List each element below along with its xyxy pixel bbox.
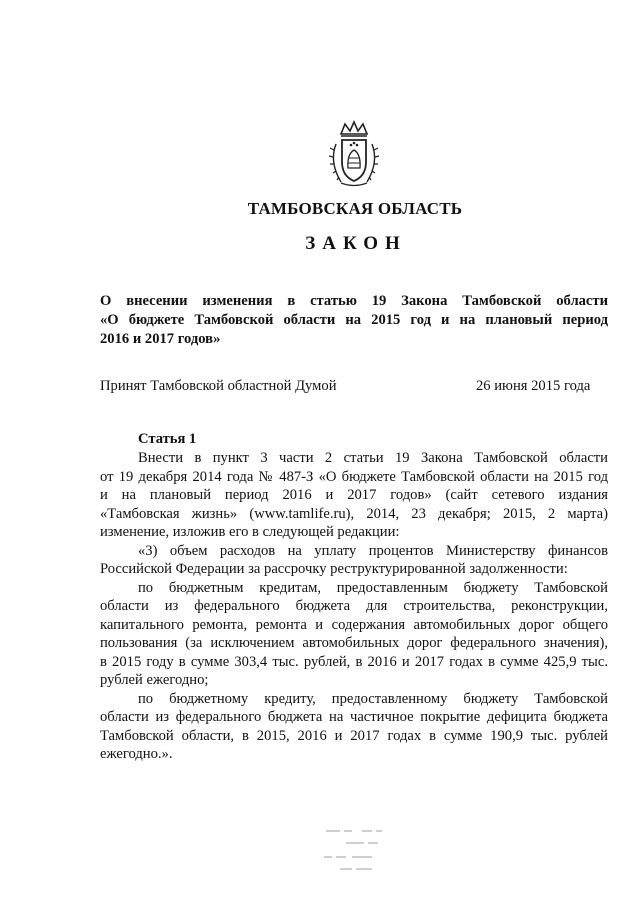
body-line: и на плановый период 2016 и 2017 годов» (сайт сетевого издания [100, 487, 608, 503]
article-heading: Статья 1 [138, 431, 197, 447]
article-body [100, 449, 608, 764]
law-title-line: О внесении изменения в статью 19 Закона Тамбовской области [100, 293, 608, 309]
adopted-by: Принят Тамбовской областной Думой [100, 378, 337, 394]
body-line: по бюджетному кредиту, предоставленному бюджету Тамбовской [138, 690, 608, 707]
body-line: области из федерального бюджета для строительства, реконструкции, [100, 598, 608, 614]
body-line: по бюджетным кредитам, предоставленным бюджету Тамбовской [138, 579, 608, 596]
law-title [100, 292, 608, 349]
faint-stamp-mark [322, 826, 402, 882]
coat-of-arms-emblem [327, 120, 381, 190]
law-title-line: 2016 и 2017 годов» [100, 331, 221, 347]
body-line: ежегодно.». [100, 746, 173, 762]
region-title: ТАМБОВСКАЯ ОБЛАСТЬ [247, 199, 463, 218]
body-line: капитального ремонта, ремонта и содержания автомобильных дорог общего [100, 616, 608, 633]
body-line: Тамбовской области, в 2015, 2016 и 2017 годах в сумме 190,9 тыс. рублей [100, 727, 608, 744]
law-title-line: «О бюджете Тамбовской области на 2015 год и на плановый период [100, 312, 608, 328]
body-line: «Тамбовская жизнь» (www.tamlife.ru), 2014, 23 декабря; 2015, 2 марта) [100, 505, 608, 522]
body-line: «3) объем расходов на уплату процентов Министерству финансов [138, 542, 608, 559]
document-type-heading: ЗАКОН [305, 233, 407, 254]
adoption-date: 26 июня 2015 года [476, 378, 591, 394]
body-line: в 2015 году в сумме 303,4 тыс. рублей, в 2016 и 2017 годах в сумме 425,9 тыс. [100, 653, 608, 670]
body-line: пользования (за исключением автомобильных дорог федерального значения), [100, 635, 608, 651]
body-line: изменение, изложив его в следующей редакции: [100, 524, 400, 540]
body-line: области из федерального бюджета на частичное покрытие дефицита бюджета [100, 709, 608, 725]
body-line: Российской Федерации за рассрочку реструктурированной задолженности: [100, 561, 568, 577]
body-line: рублей ежегодно; [100, 672, 209, 688]
body-line: Внести в пункт 3 части 2 статьи 19 Закона Тамбовской области [138, 450, 608, 466]
body-line: от 19 декабря 2014 года № 487-З «О бюджете Тамбовской области на 2015 год [100, 468, 608, 485]
